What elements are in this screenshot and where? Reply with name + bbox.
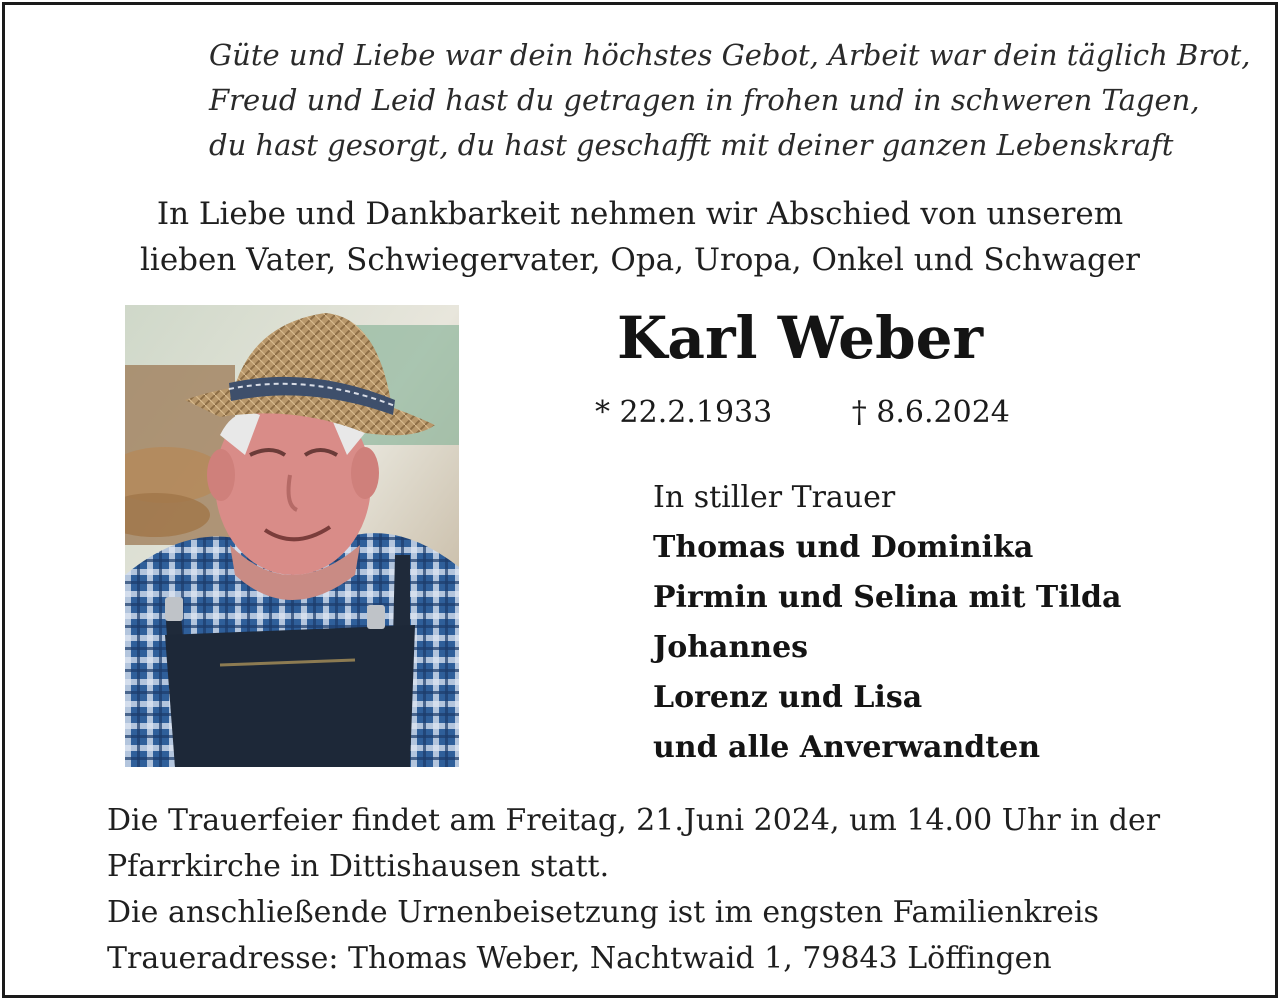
mourner-name: Lorenz und Lisa [653, 680, 923, 715]
funeral-info-line: Pfarrkirche in Dittishausen statt. [107, 849, 610, 884]
mourner-name: Johannes [653, 630, 809, 665]
verse-line: Freud und Leid hast du getragen in frohen und in schweren Tagen, [209, 83, 1200, 117]
mourning-label: In stiller Trauer [653, 480, 896, 515]
mourning-address: Traueradresse: Thomas Weber, Nachtwaid 1, 79843 Löffingen [107, 941, 1052, 976]
memorial-verse [209, 33, 1251, 168]
portrait-photo [125, 305, 459, 767]
deceased-name: Karl Weber [617, 304, 984, 372]
intro-line: In Liebe und Dankbarkeit nehmen wir Abschied von unserem [156, 196, 1124, 232]
birth-date: * 22.2.1933 [595, 395, 773, 430]
funeral-details [107, 798, 1247, 982]
funeral-info-line: Die Trauerfeier findet am Freitag, 21.Juni 2024, um 14.00 Uhr in der [107, 803, 1161, 838]
verse-line: Güte und Liebe war dein höchstes Gebot, Arbeit war dein täglich Brot, [209, 38, 1251, 72]
farewell-intro [5, 191, 1275, 283]
life-dates [595, 391, 1010, 435]
obituary-notice [2, 2, 1278, 998]
intro-line: lieben Vater, Schwiegervater, Opa, Uropa, Onkel und Schwager [139, 242, 1140, 278]
mourner-name: Pirmin und Selina mit Tilda [653, 580, 1122, 615]
death-date: † 8.6.2024 [851, 395, 1010, 430]
verse-line: du hast gesorgt, du hast geschafft mit deiner ganzen Lebenskraft [209, 128, 1174, 162]
mourner-name: Thomas und Dominika [653, 530, 1034, 565]
mourner-name: und alle Anverwandten [653, 730, 1041, 765]
funeral-info-line: Die anschließende Urnenbeisetzung ist im engsten Familienkreis [107, 895, 1099, 930]
mourners-list [653, 473, 1121, 773]
